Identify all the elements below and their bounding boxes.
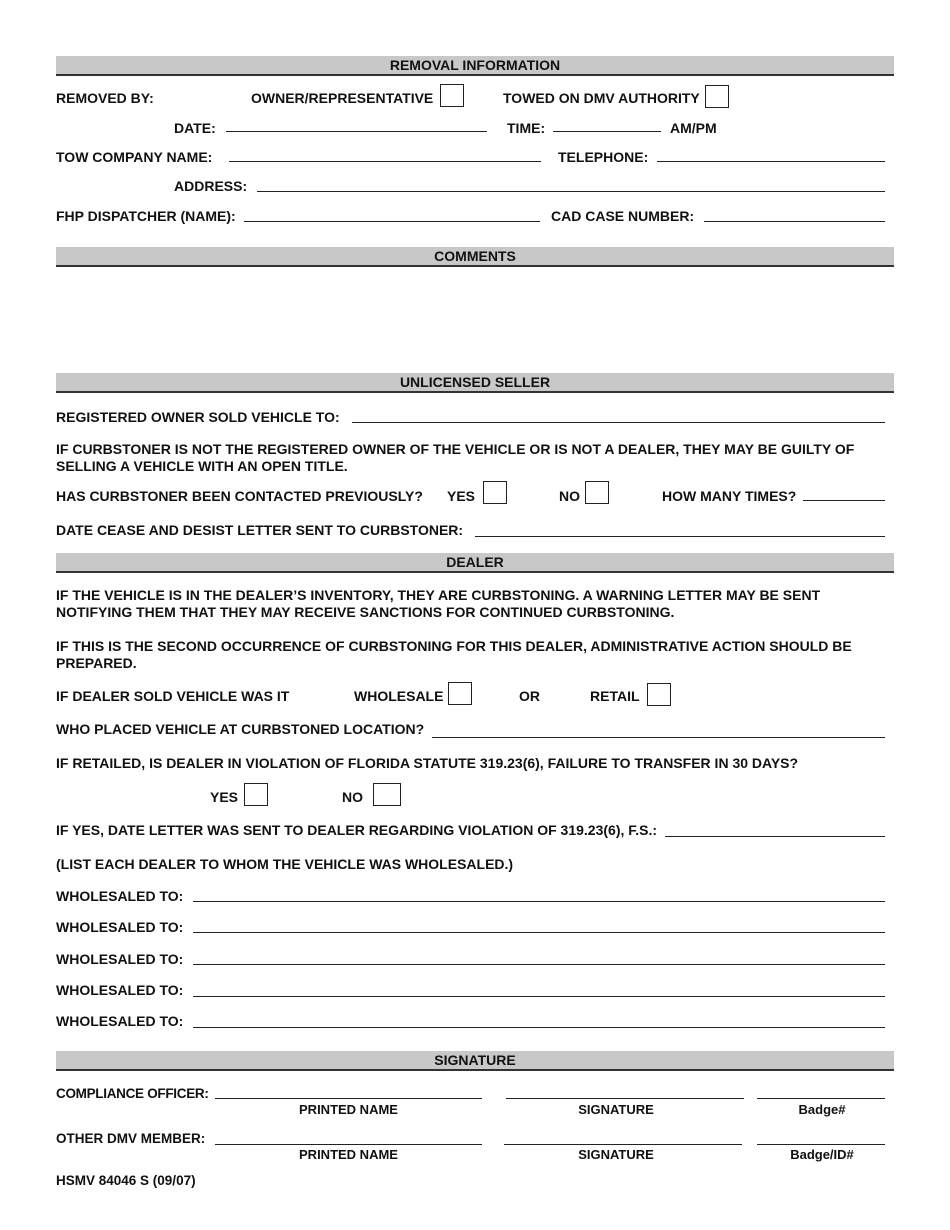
printed-name-caption: PRINTED NAME bbox=[299, 1147, 398, 1162]
who-placed-field[interactable] bbox=[432, 737, 885, 738]
second-occurrence-paragraph: IF THIS IS THE SECOND OCCURRENCE OF CURBSTONING FOR THIS DEALER, ADMINISTRATIVE ACTION SHOULD BE PREPARED. bbox=[56, 638, 852, 671]
retail-checkbox[interactable] bbox=[647, 683, 671, 706]
form-number: HSMV 84046 S (09/07) bbox=[56, 1173, 196, 1188]
how-many-times-field[interactable] bbox=[803, 500, 885, 501]
contacted-yes-label: YES bbox=[447, 488, 476, 504]
wholesaled-to-label: WHOLESALED TO: bbox=[56, 888, 184, 904]
address-field[interactable] bbox=[257, 191, 885, 192]
cease-desist-label: DATE CEASE AND DESIST LETTER SENT TO CURBSTONER: bbox=[56, 522, 464, 538]
compliance-badge-field[interactable] bbox=[757, 1098, 885, 1099]
wholesaled-to-field[interactable] bbox=[193, 901, 885, 902]
signature-caption: SIGNATURE bbox=[578, 1147, 654, 1162]
removed-by-label: REMOVED BY: bbox=[56, 90, 154, 106]
towed-dmv-checkbox[interactable] bbox=[705, 85, 729, 108]
who-placed-label: WHO PLACED VEHICLE AT CURBSTONED LOCATION? bbox=[56, 721, 425, 737]
letter-sent-label: IF YES, DATE LETTER WAS SENT TO DEALER REGARDING VIOLATION OF 319.23(6), F.S.: bbox=[56, 822, 658, 838]
open-title-warning: IF CURBSTONER IS NOT THE REGISTERED OWNER OF THE VEHICLE OR IS NOT A DEALER, THEY MAY BE GUILTY OF SELLING A VEHICLE WITH AN OPEN TITLE. bbox=[56, 441, 855, 474]
list-dealers-note: (LIST EACH DEALER TO WHOM THE VEHICLE WAS WHOLESALED.) bbox=[56, 856, 514, 872]
signature-caption: SIGNATURE bbox=[578, 1102, 654, 1117]
wholesaled-to-label: WHOLESALED TO: bbox=[56, 951, 184, 967]
wholesale-label: WHOLESALE bbox=[354, 688, 444, 704]
wholesaled-to-label: WHOLESALED TO: bbox=[56, 982, 184, 998]
section-header-comments: COMMENTS bbox=[56, 247, 894, 267]
tow-company-label: TOW COMPANY NAME: bbox=[56, 149, 213, 165]
wholesaled-to-field[interactable] bbox=[193, 932, 885, 933]
other-dmv-member-label: OTHER DMV MEMBER: bbox=[56, 1131, 206, 1146]
date-field[interactable] bbox=[226, 131, 487, 132]
owner-representative-label: OWNER/REPRESENTATIVE bbox=[251, 90, 434, 106]
contacted-yes-checkbox[interactable] bbox=[483, 481, 507, 504]
fhp-dispatcher-field[interactable] bbox=[244, 221, 540, 222]
wholesaled-to-field[interactable] bbox=[193, 964, 885, 965]
cad-case-label: CAD CASE NUMBER: bbox=[551, 208, 695, 224]
compliance-officer-label: COMPLIANCE OFFICER: bbox=[56, 1086, 209, 1101]
tow-company-field[interactable] bbox=[229, 161, 541, 162]
address-label: ADDRESS: bbox=[174, 178, 248, 194]
contacted-no-checkbox[interactable] bbox=[585, 481, 609, 504]
towed-dmv-label: TOWED ON DMV AUTHORITY bbox=[503, 90, 700, 106]
section-header-unlicensed-seller: UNLICENSED SELLER bbox=[56, 373, 894, 393]
section-header-removal: REMOVAL INFORMATION bbox=[56, 56, 894, 76]
dealer-sold-label: IF DEALER SOLD VEHICLE WAS IT bbox=[56, 688, 290, 704]
violation-no-label: NO bbox=[342, 789, 363, 805]
section-header-signature: SIGNATURE bbox=[56, 1051, 894, 1071]
wholesaled-to-field[interactable] bbox=[193, 1027, 885, 1028]
retail-label: RETAIL bbox=[590, 688, 640, 704]
letter-sent-field[interactable] bbox=[665, 836, 885, 837]
wholesaled-to-label: WHOLESALED TO: bbox=[56, 1013, 184, 1029]
comments-area[interactable] bbox=[56, 268, 894, 372]
contacted-previously-label: HAS CURBSTONER BEEN CONTACTED PREVIOUSLY? bbox=[56, 488, 423, 504]
cad-case-field[interactable] bbox=[704, 221, 885, 222]
ampm-label: AM/PM bbox=[670, 120, 717, 136]
violation-yes-label: YES bbox=[210, 789, 239, 805]
violation-question: IF RETAILED, IS DEALER IN VIOLATION OF FLORIDA STATUTE 319.23(6), FAILURE TO TRANSFER IN 30 DAYS? bbox=[56, 755, 799, 771]
time-label: TIME: bbox=[507, 120, 546, 136]
fhp-dispatcher-label: FHP DISPATCHER (NAME): bbox=[56, 208, 236, 224]
compliance-signature-field[interactable] bbox=[506, 1098, 744, 1099]
section-header-dealer: DEALER bbox=[56, 553, 894, 573]
badge-id-caption: Badge/ID# bbox=[790, 1147, 854, 1162]
violation-no-checkbox[interactable] bbox=[373, 783, 401, 806]
time-field[interactable] bbox=[553, 131, 661, 132]
other-signature-field[interactable] bbox=[504, 1144, 742, 1145]
owner-representative-checkbox[interactable] bbox=[440, 84, 464, 107]
other-badge-id-field[interactable] bbox=[757, 1144, 885, 1145]
sold-to-label: REGISTERED OWNER SOLD VEHICLE TO: bbox=[56, 409, 340, 425]
how-many-times-label: HOW MANY TIMES? bbox=[662, 488, 797, 504]
wholesaled-to-field[interactable] bbox=[193, 996, 885, 997]
wholesale-checkbox[interactable] bbox=[448, 682, 472, 705]
or-label: OR bbox=[519, 688, 540, 704]
cease-desist-field[interactable] bbox=[475, 536, 885, 537]
sold-to-field[interactable] bbox=[352, 422, 885, 423]
contacted-no-label: NO bbox=[559, 488, 580, 504]
telephone-label: TELEPHONE: bbox=[558, 149, 649, 165]
wholesaled-to-label: WHOLESALED TO: bbox=[56, 919, 184, 935]
telephone-field[interactable] bbox=[657, 161, 885, 162]
compliance-printed-name-field[interactable] bbox=[215, 1098, 482, 1099]
badge-caption: Badge# bbox=[798, 1102, 846, 1117]
dealer-inventory-paragraph: IF THE VEHICLE IS IN THE DEALER’S INVENTORY, THEY ARE CURBSTONING. A WARNING LETTER MAY BE SENT NOTIFYING THEM THAT THEY MAY RECEIVE SANCTIONS FOR CONTINUED CURBSTONING. bbox=[56, 587, 821, 620]
other-printed-name-field[interactable] bbox=[215, 1144, 482, 1145]
violation-yes-checkbox[interactable] bbox=[244, 783, 268, 806]
printed-name-caption: PRINTED NAME bbox=[299, 1102, 398, 1117]
date-label: DATE: bbox=[174, 120, 216, 136]
